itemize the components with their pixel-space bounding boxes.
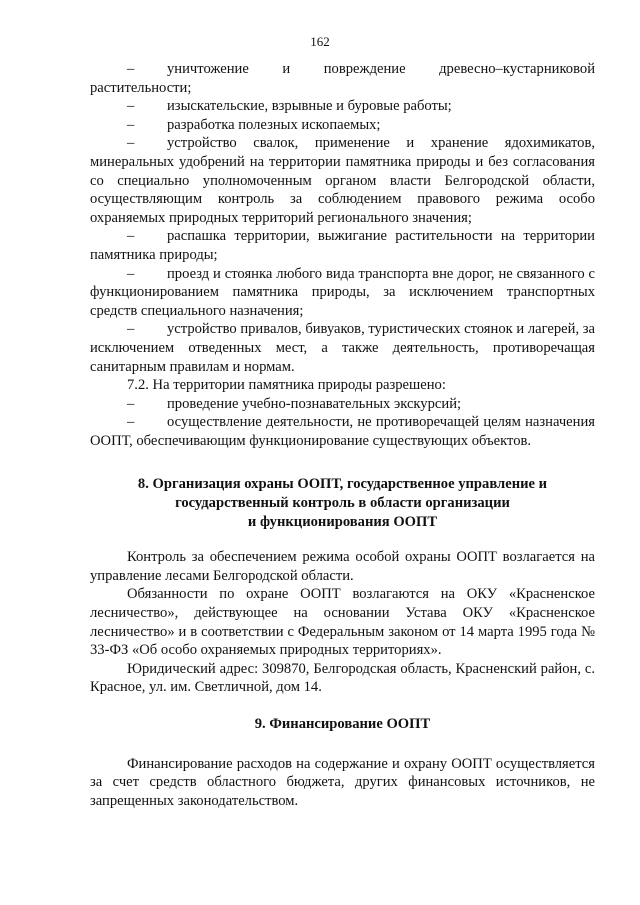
allowed-list <box>90 395 595 451</box>
list-dash: – <box>127 61 135 77</box>
section-9-heading: 9. Финансирование ООПТ <box>254 716 431 732</box>
list-dash: – <box>127 228 135 245</box>
list-dash: – <box>127 395 135 412</box>
list-item: – изыскательские, взрывные и буровые работы; <box>127 98 452 115</box>
list-item: – устройство привалов, бивуаков, туристических стоянок и лагерей, за исключением отведенных мест, а также деятельность, противоречащая санитарным правилам и нормам. <box>90 321 595 375</box>
prohibited-list <box>90 60 595 376</box>
list-dash: – <box>127 116 135 133</box>
paragraph: Обязанности по охране ООПТ возлагаются на ОКУ «Красненское лесничество», действующее на основании Устава ОКУ «Красненское лесничество» и в соответствии с Федеральным законом от 14 марта 1995 года № 33-ФЗ «Об особо охраняемых природных территориях». <box>90 586 595 659</box>
page-number: 162 <box>310 34 330 49</box>
clause-7-2: 7.2. На территории памятника природы разрешено: <box>127 377 446 394</box>
section-heading-line: 8. Организация охраны ООПТ, государственное управление и <box>137 476 548 493</box>
list-dash: – <box>127 265 135 282</box>
list-item: – разработка полезных ископаемых; <box>127 116 381 133</box>
list-item: – уничтожение и повреждение древесно–кустарниковой растительности; <box>90 61 595 96</box>
document-body <box>90 60 595 810</box>
paragraph: Контроль за обеспечением режима особой охраны ООПТ возлагается на управление лесами Белгородской области. <box>90 549 595 584</box>
list-item: – распашка территории, выжигание растительности на территории памятника природы; <box>90 228 595 263</box>
section-9-body <box>90 755 595 811</box>
section-8-body <box>90 548 595 697</box>
list-item: – проведение учебно-познавательных экскурсий; <box>127 395 462 412</box>
section-8-heading <box>90 475 595 531</box>
paragraph: Юридический адрес: 309870, Белгородская область, Красненский район, с. Красное, ул. им. Светличной, дом 14. <box>90 660 595 696</box>
list-dash: – <box>127 414 135 431</box>
list-item: – проезд и стоянка любого вида транспорта вне дорог, не связанного с функционированием памятника природы, за исключением транспортных средств специального назначения; <box>90 265 595 319</box>
list-dash: – <box>127 321 135 338</box>
list-item: – осуществление деятельности, не противоречащей целям назначения ООПТ, обеспечивающим функционирование существующих объектов. <box>90 414 595 449</box>
paragraph: Финансирование расходов на содержание и охрану ООПТ осуществляется за счет средств областного бюджета, других финансовых источников, не запрещенных законодательством. <box>90 755 595 809</box>
list-dash: – <box>127 135 135 152</box>
list-item: – устройство свалок, применение и хранение ядохимикатов, минеральных удобрений на территории памятника природы и без согласования со специально уполномоченным органом власти Белгородской области, осуществляющим контроль за соблюдением правового режима особо охраняемых природных территорий регионального значения; <box>90 135 595 226</box>
section-heading-line: государственный контроль в области организации <box>175 495 510 512</box>
section-heading-line: и функционирования ООПТ <box>247 513 438 530</box>
list-dash: – <box>127 98 135 115</box>
